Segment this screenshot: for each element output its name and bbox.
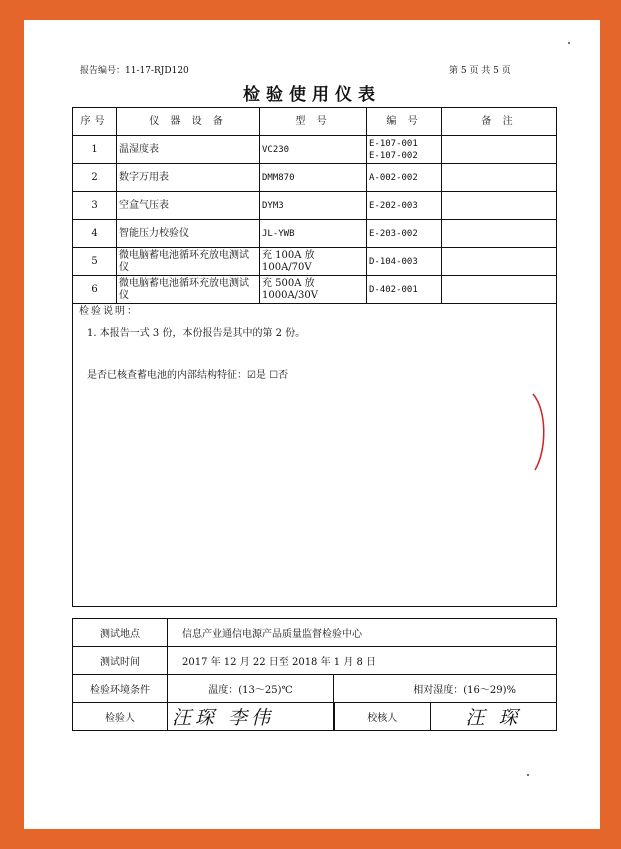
row-code: D-104-003	[367, 248, 442, 276]
page-info: 第 5 页 共 5 页	[449, 66, 511, 76]
report-number: 报告编号：11-17-RJD120	[80, 66, 189, 76]
notes-row	[73, 304, 557, 607]
site-value: 信息产业通信电源产品质量监督检验中心	[168, 619, 557, 647]
table-header-row	[73, 108, 557, 136]
reviewer-signature: 汪 琛	[431, 703, 557, 731]
notes-cell	[73, 304, 557, 607]
row-no: 2	[73, 164, 117, 192]
row-no: 3	[73, 192, 117, 220]
inspector-label: 检验人	[73, 703, 168, 731]
inspector-signature: 汪琛 李伟	[168, 703, 334, 731]
row-model: JL-YWB	[260, 220, 367, 248]
col-header-code: 编 号	[367, 108, 442, 136]
row-device: 温湿度表	[117, 136, 260, 164]
time-value: 2017 年 12 月 22 日至 2018 年 1 月 8 日	[168, 647, 557, 675]
table-row	[73, 248, 557, 276]
site-label: 测试地点	[73, 619, 168, 647]
table-row	[73, 136, 557, 164]
row-remark	[442, 136, 557, 164]
row-device: 微电脑蓄电池循环充放电测试仪	[117, 248, 260, 276]
row-remark	[442, 248, 557, 276]
row-code: A-002-002	[367, 164, 442, 192]
row-remark	[442, 220, 557, 248]
row-model: DYM3	[260, 192, 367, 220]
row-code: E-202-003	[367, 192, 442, 220]
notes-title: 检验说明：	[79, 306, 139, 317]
col-header-remark: 备 注	[442, 108, 557, 136]
row-device: 数字万用表	[117, 164, 260, 192]
row-model: DMM870	[260, 164, 367, 192]
test-environment-table	[72, 618, 557, 731]
col-header-device: 仪 器 设 备	[117, 108, 260, 136]
row-model: VC230	[260, 136, 367, 164]
row-no: 5	[73, 248, 117, 276]
row-no: 6	[73, 276, 117, 304]
row-model: 充 100A 放 100A/70V	[260, 248, 367, 276]
row-code: E-107-001 E-107-002	[367, 136, 442, 164]
row-device: 空盒气压表	[117, 192, 260, 220]
col-header-model: 型 号	[260, 108, 367, 136]
table-row	[73, 276, 557, 304]
row-code: D-402-001	[367, 276, 442, 304]
red-pen-mark	[531, 392, 551, 472]
report-page	[24, 20, 600, 829]
col-header-no: 序号	[73, 108, 117, 136]
scan-speck	[568, 42, 570, 44]
row-code: E-203-002	[367, 220, 442, 248]
row-no: 1	[73, 136, 117, 164]
condition-label: 检验环境条件	[73, 675, 168, 703]
time-label: 测试时间	[73, 647, 168, 675]
row-remark	[442, 164, 557, 192]
row-remark	[442, 276, 557, 304]
temperature-value: 温度：(13～25)℃	[168, 675, 334, 703]
row-device: 微电脑蓄电池循环充放电测试仪	[117, 276, 260, 304]
row-remark	[442, 192, 557, 220]
table-row	[73, 192, 557, 220]
page-title: 检验使用仪表	[243, 85, 381, 105]
table-row	[73, 164, 557, 192]
instrument-table	[72, 107, 557, 607]
notes-line-1: 1. 本报告一式 3 份，本份报告是其中的第 2 份。	[87, 328, 306, 339]
scan-speck	[527, 774, 529, 776]
table-row	[73, 220, 557, 248]
row-device: 智能压力校验仪	[117, 220, 260, 248]
humidity-value: 相对湿度：(16～29)%	[334, 675, 557, 703]
row-model: 充 500A 放 1000A/30V	[260, 276, 367, 304]
row-no: 4	[73, 220, 117, 248]
reviewer-label: 校核人	[334, 703, 431, 731]
notes-line-2: 是否已核查蓄电池的内部结构特征：☑是 ☐否	[87, 370, 289, 381]
